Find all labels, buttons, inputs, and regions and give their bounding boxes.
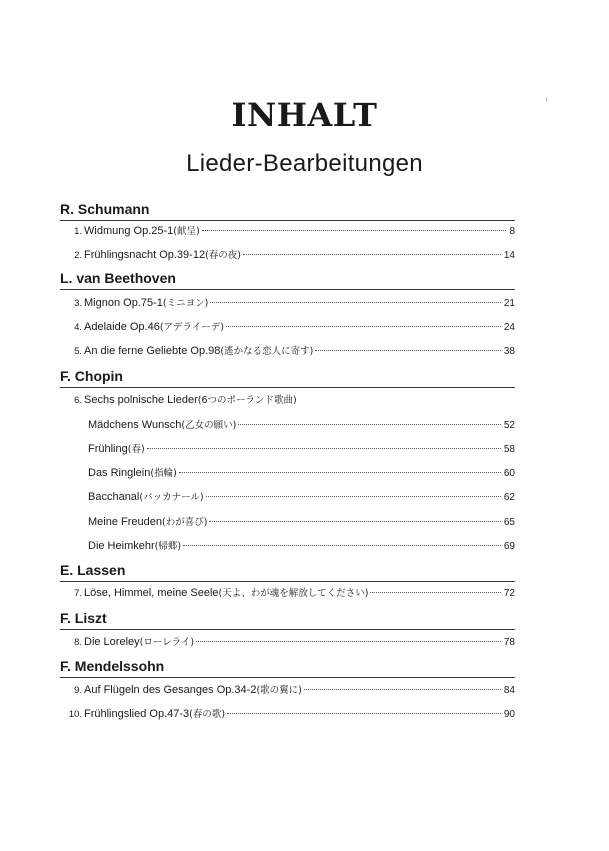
toc-entry-fruehlingslied[interactable]: [62, 707, 515, 722]
composer-heading-beethoven: L. van Beethoven: [60, 270, 176, 286]
entry-title: Frühlingslied Op.47-3: [84, 708, 190, 720]
entry-title: Das Ringlein: [88, 467, 151, 479]
entry-number: 10.: [68, 709, 82, 720]
dot-leader: [315, 350, 501, 351]
section-rule: [60, 581, 515, 582]
entry-title-jp: (ローレライ): [139, 637, 195, 648]
entry-title: Bacchanal: [88, 491, 140, 503]
dot-leader: [196, 641, 501, 642]
page-title: INHALT: [231, 96, 378, 134]
entry-number: 7.: [74, 588, 82, 599]
toc-entry-die-loreley[interactable]: [68, 635, 515, 650]
entry-number: 5.: [74, 346, 82, 357]
entry-title: Frühling: [88, 443, 128, 455]
entry-title-jp: (歌の翼に): [256, 685, 302, 696]
entry-page: 84: [503, 685, 515, 696]
toc-entry-adelaide[interactable]: [68, 320, 515, 335]
entry-title-jp: (アデライーデ): [159, 322, 224, 333]
entry-title: Die Loreley: [84, 636, 140, 648]
entry-title: Meine Freuden: [88, 516, 162, 528]
dot-leader: [147, 448, 501, 449]
toc-group-sechs-polnische-lieder[interactable]: [68, 393, 515, 408]
dot-leader: [238, 424, 501, 425]
entry-title-jp: (帰郷): [154, 541, 182, 552]
toc-entry-bacchanal[interactable]: [88, 490, 515, 505]
entry-title: Widmung Op.25-1: [84, 225, 174, 237]
entry-page: 21: [503, 298, 515, 309]
toc-entry-fruehlingsnacht[interactable]: [68, 248, 515, 263]
entry-title: Löse, Himmel, meine Seele: [84, 587, 219, 599]
composer-heading-lassen: E. Lassen: [60, 562, 126, 578]
entry-title: Auf Flügeln des Gesanges Op.34-2: [84, 684, 257, 696]
page-subtitle: Lieder-Bearbeitungen: [186, 150, 423, 177]
entry-title-jp: (天よ、わが魂を解放してください): [218, 588, 369, 599]
entry-page: 24: [503, 322, 515, 333]
toc-entry-fruehling[interactable]: [88, 442, 515, 457]
entry-page: 65: [503, 517, 515, 528]
dot-leader: [243, 254, 501, 255]
entry-number: 2.: [74, 250, 82, 261]
entry-number: 9.: [74, 685, 82, 696]
entry-title: Mignon Op.75-1: [84, 297, 163, 309]
dot-leader: [210, 302, 501, 303]
entry-title-jp: (春の夜): [205, 250, 241, 261]
entry-number: 6.: [74, 395, 82, 406]
composer-heading-chopin: F. Chopin: [60, 368, 123, 384]
entry-title: Adelaide Op.46: [84, 321, 160, 333]
entry-title-jp: (ミニヨン): [162, 298, 209, 309]
entry-title-jp: (春の歌): [189, 709, 226, 720]
dot-leader: [202, 230, 507, 231]
toc-entry-an-die-ferne-geliebte[interactable]: [68, 344, 515, 359]
entry-title: An die ferne Geliebte Op.98: [84, 345, 221, 357]
composer-heading-liszt: F. Liszt: [60, 610, 107, 626]
entry-title: Sechs polnische Lieder: [84, 394, 198, 406]
entry-page: 62: [503, 492, 515, 503]
toc-entry-die-heimkehr[interactable]: [88, 539, 515, 554]
entry-page: 38: [503, 346, 515, 357]
section-rule: [60, 289, 515, 290]
dot-leader: [304, 689, 501, 690]
toc-entry-maedchens-wunsch[interactable]: [88, 418, 515, 433]
toc-entry-widmung[interactable]: [68, 224, 515, 239]
entry-title-jp: (乙女の願い): [181, 420, 237, 431]
entry-number: 3.: [74, 298, 82, 309]
entry-page: 14: [503, 250, 515, 261]
composer-heading-mendelssohn: F. Mendelssohn: [60, 658, 165, 674]
entry-title-jp: (わが喜び): [162, 517, 208, 528]
entry-title-jp: (指輪): [150, 468, 177, 479]
entry-number: 4.: [74, 322, 82, 333]
entry-page: 69: [503, 541, 515, 552]
toc-entry-das-ringlein[interactable]: [88, 466, 515, 481]
section-rule: [60, 677, 515, 678]
entry-title-jp: (6つのポーランド歌曲): [197, 395, 297, 406]
entry-page: 58: [503, 444, 515, 455]
entry-page: 8: [509, 226, 515, 237]
section-rule: [60, 629, 515, 630]
dot-leader: [227, 713, 501, 714]
entry-title-jp: (遙かなる恋人に寄す): [220, 346, 314, 357]
entry-number: 1.: [74, 226, 82, 237]
dot-leader: [179, 472, 501, 473]
section-rule: [60, 387, 515, 388]
dot-leader: [209, 521, 500, 522]
dot-leader: [370, 592, 500, 593]
entry-title: Mädchens Wunsch: [88, 419, 182, 431]
entry-title: Die Heimkehr: [88, 540, 155, 552]
toc-entry-mignon[interactable]: [68, 296, 515, 311]
dot-leader: [226, 326, 501, 327]
entry-title: Frühlingsnacht Op.39-12: [84, 249, 206, 261]
entry-title-jp: (献呈): [173, 226, 200, 237]
entry-title-jp: (春): [127, 444, 145, 455]
toc-entry-meine-freuden[interactable]: [88, 515, 515, 530]
dot-leader: [206, 496, 501, 497]
section-rule: [60, 220, 515, 221]
toc-entry-loese-himmel[interactable]: [68, 586, 515, 601]
entry-page: 78: [503, 637, 515, 648]
composer-heading-schumann: R. Schumann: [60, 201, 150, 217]
entry-page: 60: [503, 468, 515, 479]
entry-page: 90: [503, 709, 515, 720]
toc-entry-auf-fluegeln[interactable]: [68, 683, 515, 698]
dot-leader: [183, 545, 501, 546]
entry-page: 72: [503, 588, 515, 599]
entry-page: 52: [503, 420, 515, 431]
entry-number: 8.: [74, 637, 82, 648]
entry-title-jp: (バッカナール): [139, 492, 204, 503]
